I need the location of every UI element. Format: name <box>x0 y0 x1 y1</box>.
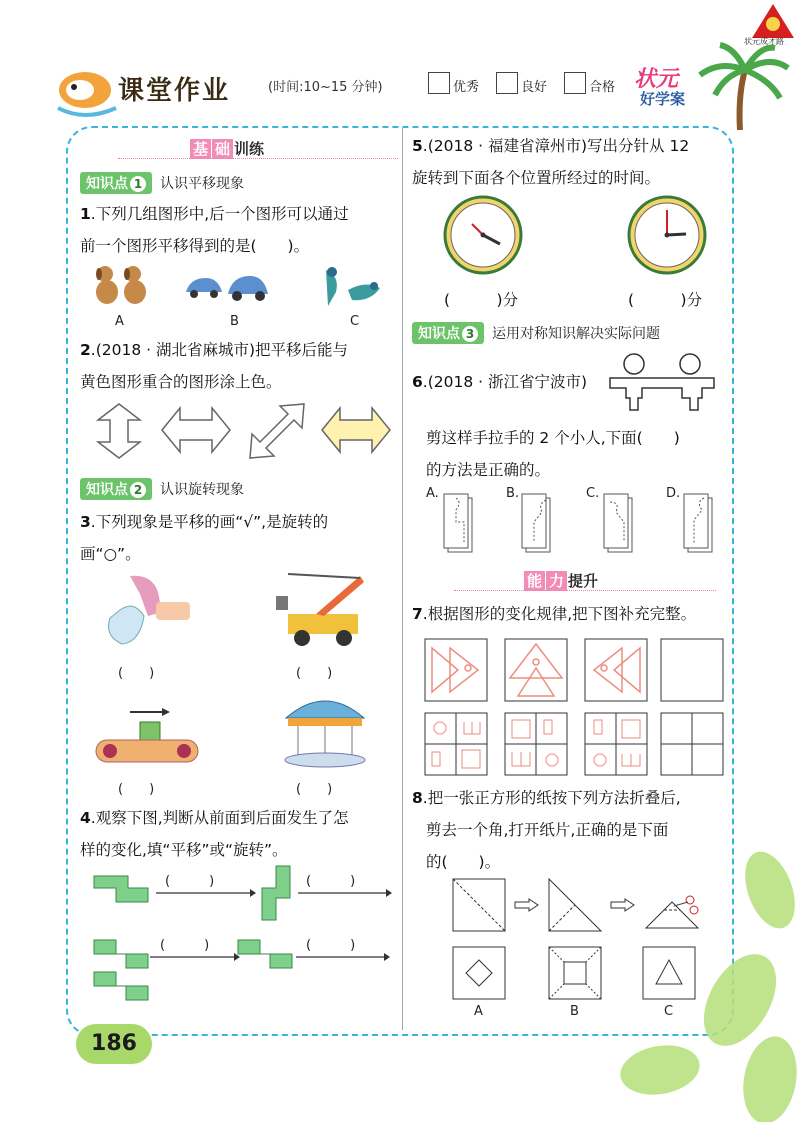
grid-box-2 <box>504 712 568 776</box>
q4-arrow-3 <box>150 952 240 962</box>
q6-option-b[interactable]: B. <box>506 486 520 501</box>
knowledge-point-2: 知识点 2 认识旋转现象 <box>80 478 244 500</box>
question-5: 5.(2018 · 福建省漳州市)写出分针从 12 旋转到下面各个位置所经过的时间。 <box>412 137 690 187</box>
page-number: 186 <box>76 1024 152 1064</box>
hand-bottle-image <box>100 572 190 652</box>
time-hint: (时间:10~15 分钟) <box>268 80 383 95</box>
q4-arrow-2 <box>298 888 392 898</box>
grid-box-4-empty[interactable] <box>660 712 724 776</box>
q4-blank-4[interactable]: ( ) <box>306 938 356 953</box>
q4-shape-2 <box>262 866 296 922</box>
pattern-box-4-empty[interactable] <box>660 638 724 702</box>
fold-arrow-1-icon <box>514 898 540 912</box>
question-2: 2.(2018 · 湖北省麻城市)把平移后能与 黄色图形重合的图形涂上色。 <box>80 341 349 391</box>
question-6: 剪这样手拉手的 2 个小人,下面( ) 的方法是正确的。 <box>426 429 680 479</box>
page-title: 课堂作业 <box>118 76 231 106</box>
pattern-box-3 <box>584 638 648 702</box>
grid-box-3 <box>584 712 648 776</box>
double-arrow-diagonal[interactable] <box>244 400 308 460</box>
clock-face-1 <box>442 194 524 276</box>
leaves-decoration-icon <box>540 850 800 1122</box>
section-ability-improvement: 能 力 提升 <box>524 570 598 591</box>
question-6-line1: 6.(2018 · 浙江省宁波市) <box>412 373 588 391</box>
rating-checkbox-excellent[interactable] <box>428 72 450 94</box>
q4-shape-1 <box>94 876 150 906</box>
q5-blank-1[interactable]: ( )分 <box>444 291 519 309</box>
q1-option-b[interactable]: B <box>230 314 239 329</box>
q8-option-c[interactable]: C <box>664 1004 674 1019</box>
q4-blank-2[interactable]: ( ) <box>306 874 356 889</box>
q4-arrow-1 <box>156 888 256 898</box>
question-4: 4.观察下图,判断从前面到后面发生了怎 样的变化,填“平移”或“旋转”。 <box>80 809 349 859</box>
brand-top: 状元 <box>634 67 679 92</box>
rating-label-good: 良好 <box>521 80 548 95</box>
pattern-box-2 <box>504 638 568 702</box>
double-arrow-vertical[interactable] <box>94 402 144 460</box>
q6-option-a[interactable]: A. <box>426 486 439 501</box>
dogs-pair-image <box>92 262 152 310</box>
knowledge-point-3: 知识点 3 运用对称知识解决实际问题 <box>412 322 660 344</box>
q8-option-a[interactable]: A <box>474 1004 483 1019</box>
q4-blank-1[interactable]: ( ) <box>165 874 215 889</box>
q4-arrow-4 <box>296 952 390 962</box>
q3-blank-2[interactable]: ( ) <box>296 666 333 681</box>
column-divider <box>402 128 403 1030</box>
q3-blank-4[interactable]: ( ) <box>296 782 333 797</box>
section-basic-training: 基 础 训练 <box>190 138 264 159</box>
double-arrow-yellow[interactable] <box>320 404 392 456</box>
q4-blank-3[interactable]: ( ) <box>160 938 210 953</box>
paper-dolls-image <box>606 352 718 416</box>
q8-option-b[interactable]: B <box>570 1004 579 1019</box>
folded-paper-b <box>520 492 554 554</box>
q1-option-a[interactable]: A <box>115 314 124 329</box>
folded-paper-d <box>682 492 716 554</box>
q6-option-d[interactable]: D. <box>666 486 681 501</box>
folded-paper-c <box>602 492 636 554</box>
clock-face-2 <box>626 194 708 276</box>
mascot-fish-icon <box>50 60 120 120</box>
question-1: 1.下列几组图形中,后一个图形可以通过 前一个图形平移得到的是( )。 <box>80 205 349 255</box>
birds-pair-image <box>318 262 384 310</box>
q4-shape-3 <box>94 940 150 970</box>
grid-box-1 <box>424 712 488 776</box>
rating-label-excellent: 优秀 <box>453 80 480 95</box>
q3-blank-3[interactable]: ( ) <box>118 782 155 797</box>
question-3: 3.下列现象是平移的画“√”,是旋转的 画“○”。 <box>80 513 329 563</box>
double-arrow-horizontal[interactable] <box>160 404 232 456</box>
section-underline <box>118 158 398 159</box>
palm-tree-icon <box>690 40 790 130</box>
q8-option-a-image[interactable] <box>452 946 506 1000</box>
fold-step-1 <box>452 878 506 932</box>
brand-bottom: 好学案 <box>640 90 686 108</box>
carousel-image <box>280 690 370 770</box>
q1-option-c[interactable]: C <box>350 314 360 329</box>
section-underline-2 <box>454 590 716 591</box>
corner-logo-text: 状元成才路 <box>744 37 784 46</box>
knowledge-point-1: 知识点 1 认识平移现象 <box>80 172 244 194</box>
q3-blank-1[interactable]: ( ) <box>118 666 155 681</box>
q4-shape-5 <box>94 972 150 1002</box>
rating-checkbox-pass[interactable] <box>564 72 586 94</box>
cars-pair-image <box>182 272 272 302</box>
crane-truck-image <box>268 568 368 650</box>
q6-option-c[interactable]: C. <box>586 486 600 501</box>
rating-label-pass: 合格 <box>589 80 616 95</box>
q5-blank-2[interactable]: ( )分 <box>628 291 703 309</box>
q4-shape-4 <box>238 940 294 970</box>
rating-checkbox-good[interactable] <box>496 72 518 94</box>
conveyor-belt-image <box>92 706 202 768</box>
pattern-box-1 <box>424 638 488 702</box>
question-7: 7.根据图形的变化规律,把下图补充完整。 <box>412 605 697 623</box>
question-8: 8.把一张正方形的纸按下列方法折叠后, 剪去一个角,打开纸片,正确的是下面 的( )。 <box>412 789 681 871</box>
folded-paper-a <box>442 492 476 554</box>
